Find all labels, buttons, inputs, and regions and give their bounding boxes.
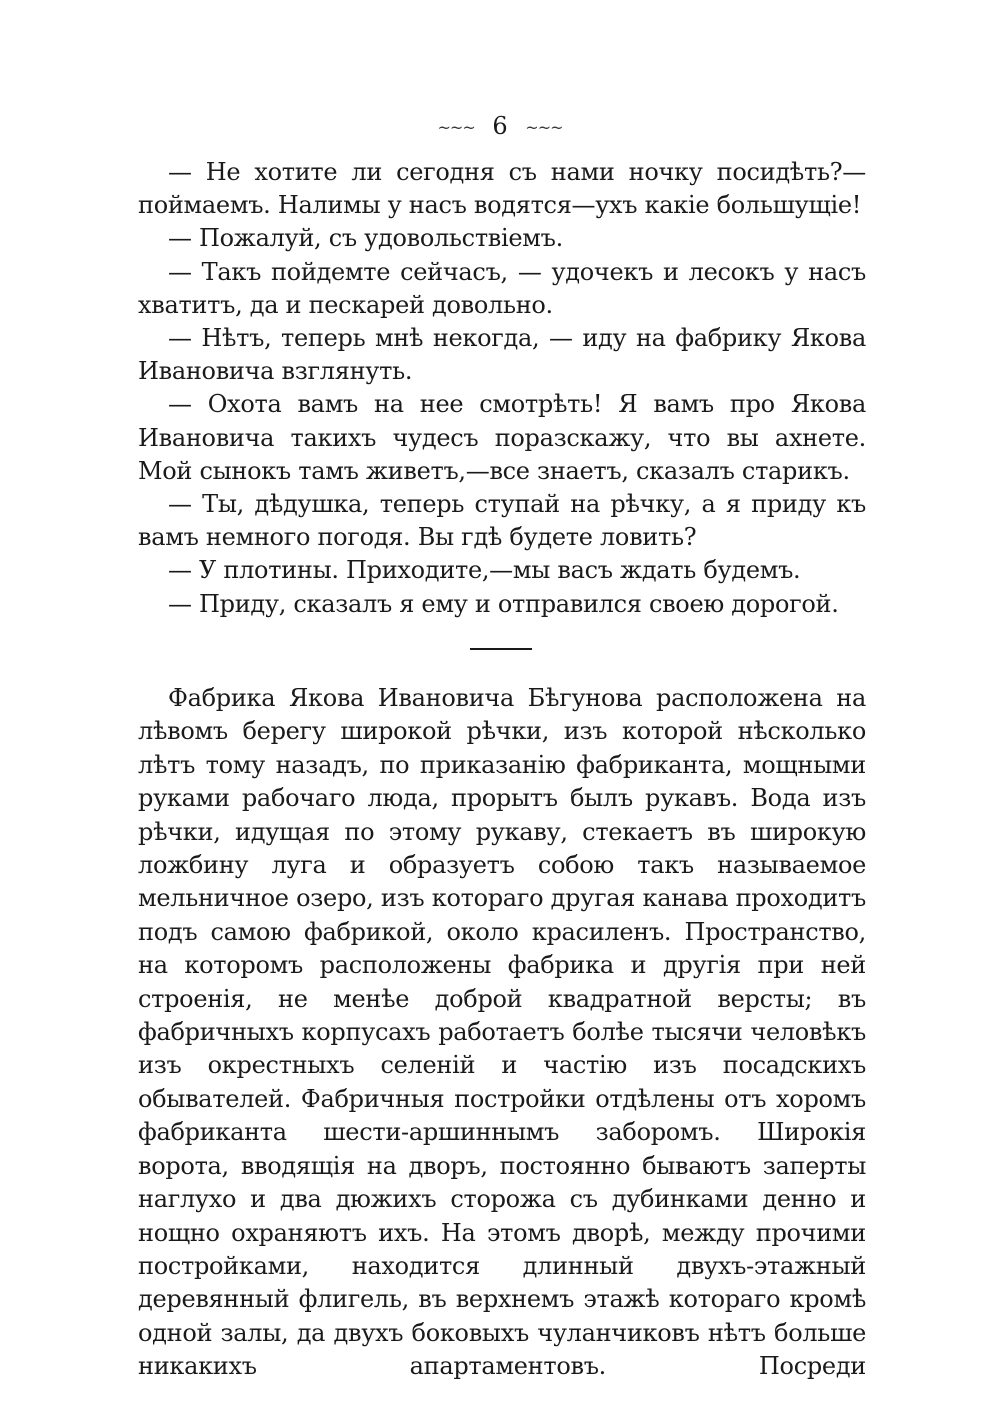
narrative-section	[138, 682, 866, 1384]
ornament-right: ~~~	[525, 117, 563, 137]
ornament-left: ~~~	[437, 117, 475, 137]
section-divider	[470, 648, 532, 650]
dialogue-line: — Ты, дѣдушка, теперь ступай на рѣчку, а я приду къ вамъ немного погодя. Вы гдѣ будете ловить?	[138, 490, 866, 552]
dialogue-line: — Такъ пойдемте сейчасъ, — удочекъ и лесокъ у насъ хватитъ, да и пескарей довольно.	[138, 257, 866, 319]
dialogue-line: — Нѣтъ, теперь мнѣ некогда, — иду на фабрику Якова Ивановича взглянуть.	[138, 324, 866, 386]
dialogue-line: — Охота вамъ на нее смотрѣть! Я вамъ про Якова Ивановича такихъ чудесъ поразскажу, что вы ахнете. Мой сынокъ тамъ живетъ,—все знаетъ, сказалъ старикъ.	[138, 390, 866, 485]
dialogue-line: — У плотины. Приходите,—мы васъ ждать будемъ.	[168, 556, 801, 585]
page-header	[0, 112, 1000, 142]
narrative-paragraph: Фабрика Якова Ивановича Бѣгунова расположена на лѣвомъ берегу широкой рѣчки, изъ которой нѣсколько лѣтъ тому назадъ, по приказанію фабриканта, мощными руками рабочаго люда, прорытъ былъ рукавъ. Вода изъ рѣчки, идущая по этому рукаву, стекаетъ въ широкую ложбину луга и образуетъ собою такъ называемое мельничное озеро, изъ котораго другая канава проходитъ подъ самою фабрикой, около красиленъ. Пространство, на которомъ расположены фабрика и другія при ней строенія, не менѣе доброй квадратной версты; въ фабричныхъ корпусахъ работаетъ болѣе тысячи человѣкъ изъ окрестныхъ селеній и частію изъ посадскихъ обывателей. Фабричныя постройки отдѣлены отъ хоромъ фабриканта шести-аршиннымъ заборомъ. Широкія ворота, вводящія на дворъ, постоянно бываютъ заперты наглухо и два дюжихъ сторожа съ дубинками денно и нощно охраняютъ ихъ. На этомъ дворѣ, между прочими постройками, находится длинный двухъ-этажный деревянный флигель, въ верхнемъ этажѣ котораго кромѣ одной залы, да двухъ боковыхъ чуланчиковъ нѣтъ больше никакихъ апартаментовъ. Посреди	[138, 684, 866, 1381]
dialogue-line: — Приду, сказалъ я ему и отправился своею дорогой.	[168, 589, 839, 618]
dialogue-line: — Пожалуй, съ удовольствіемъ.	[168, 224, 563, 253]
dialogue-section	[138, 156, 866, 621]
page-number: 6	[492, 112, 508, 140]
dialogue-line: — Не хотите ли сегодня съ нами ночку посидѣть?—поймаемъ. Налимы у насъ водятся—ухъ какіе большущіе!	[138, 158, 866, 220]
